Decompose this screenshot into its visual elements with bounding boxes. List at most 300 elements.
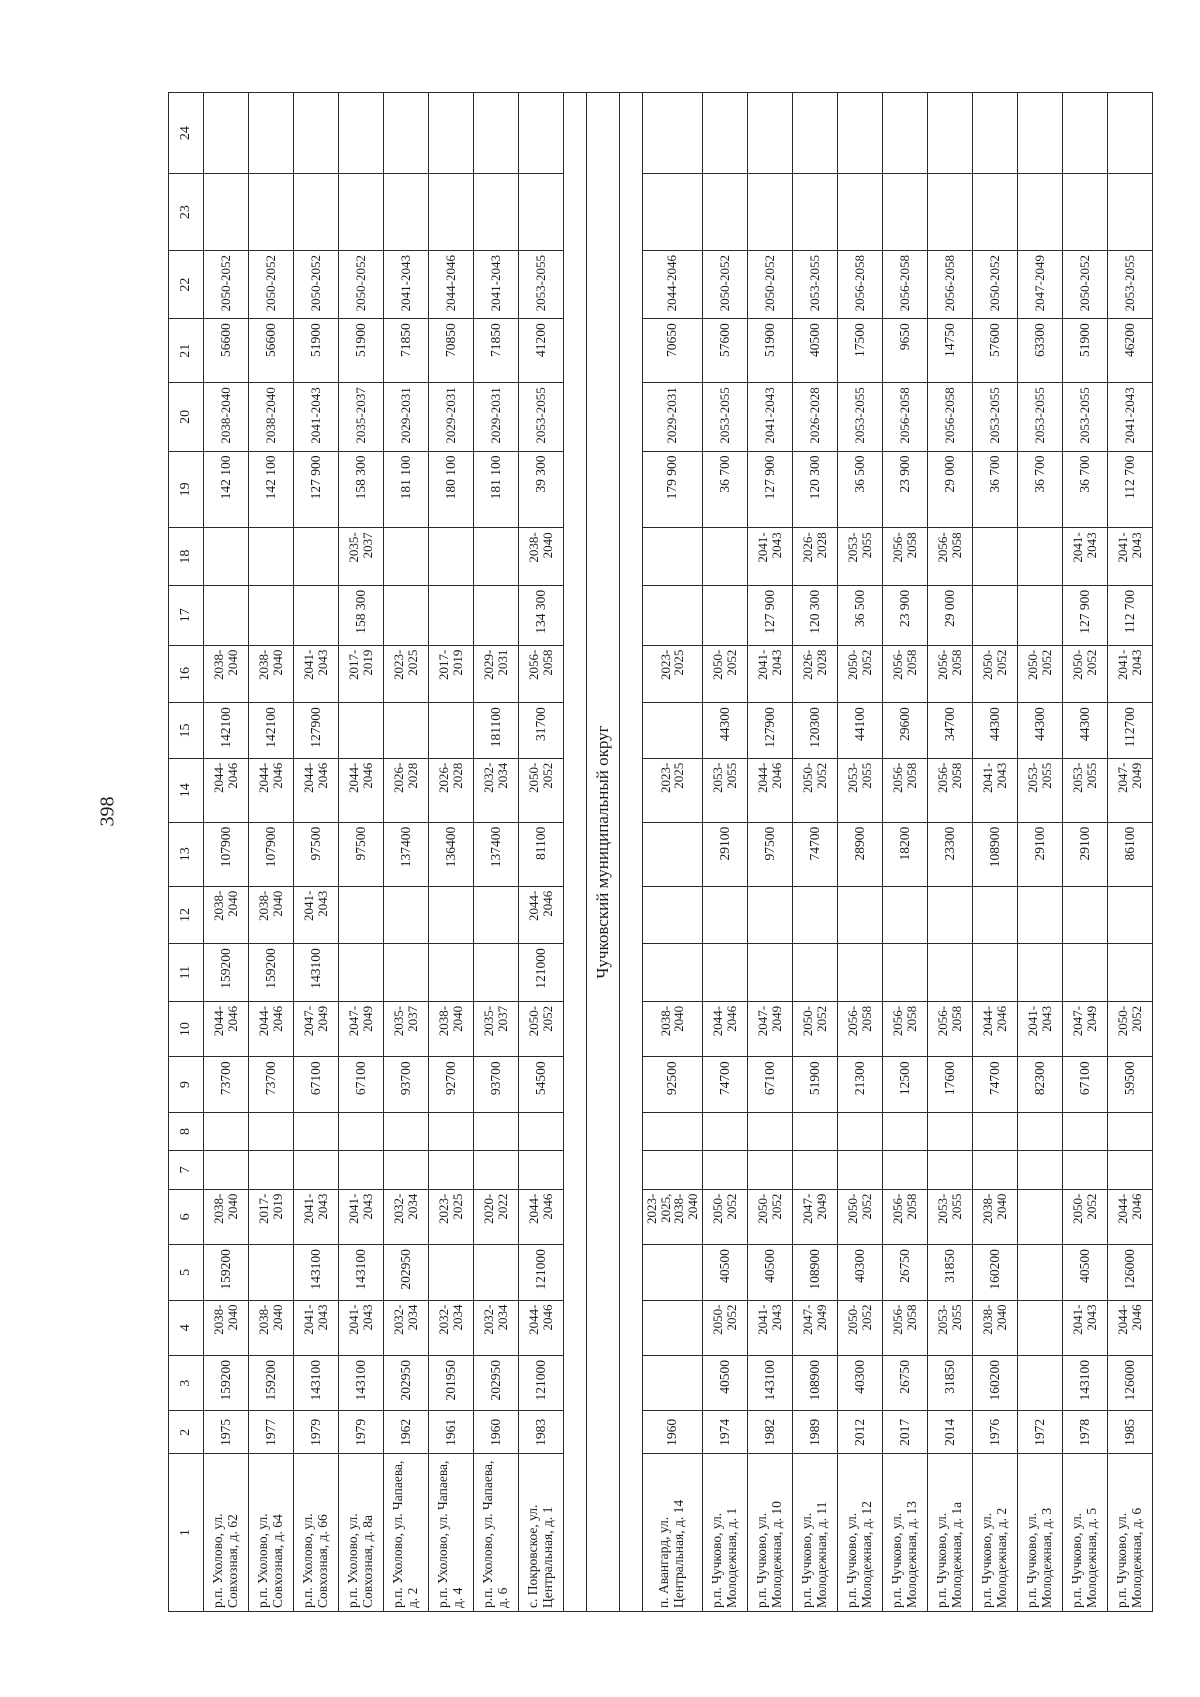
table-cell: 181 100 xyxy=(384,451,429,528)
table-cell xyxy=(837,93,882,174)
table-cell: 2056-2058 xyxy=(882,250,927,318)
table-cell xyxy=(1062,944,1107,1002)
table-cell: 36 700 xyxy=(972,451,1017,528)
table-cell: 2041-2043 xyxy=(1107,383,1152,451)
table-cell: 2050-2052 xyxy=(1062,645,1107,703)
table-cell: 2053-2055 xyxy=(702,383,747,451)
table-cell: 2041-2043 xyxy=(384,250,429,318)
table-cell xyxy=(429,528,474,586)
table-cell: 2044-2046 xyxy=(519,886,564,944)
table-cell: 26750 xyxy=(882,1245,927,1300)
table-cell: 23 900 xyxy=(882,585,927,645)
table-cell: 107900 xyxy=(249,822,294,886)
table-cell: 67100 xyxy=(339,1057,384,1112)
table-row xyxy=(249,93,294,1612)
table-cell: 2053-2055 xyxy=(837,758,882,822)
address-cell: р.п. Чучково, ул. Молодежная, д. 11 xyxy=(792,1454,837,1612)
table-cell: 2047-2049 xyxy=(747,1001,792,1056)
address-cell: р.п. Чучково, ул. Молодежная, д. 13 xyxy=(882,1454,927,1612)
table-cell: 2041-2043 xyxy=(294,1189,339,1244)
table-cell: 2041-2043 xyxy=(294,886,339,944)
table-cell: 142100 xyxy=(204,703,249,758)
table-cell: 2047-2049 xyxy=(294,1001,339,1056)
table-row xyxy=(747,93,792,1612)
column-header: 24 xyxy=(169,93,204,174)
table-cell: 179 900 xyxy=(643,451,703,528)
table-cell: 2041-2043 xyxy=(747,1300,792,1355)
table-cell: 36 500 xyxy=(837,585,882,645)
table-cell xyxy=(1017,886,1062,944)
table-cell xyxy=(429,93,474,174)
table-cell: 2050-2052 xyxy=(837,645,882,703)
table-cell xyxy=(204,1112,249,1150)
table-cell xyxy=(792,1112,837,1150)
table-cell: 2038-2040 xyxy=(429,1001,474,1056)
table-cell: 2056-2058 xyxy=(882,645,927,703)
table-cell: 143100 xyxy=(294,944,339,1002)
table-cell: 29600 xyxy=(882,703,927,758)
table-cell: 121000 xyxy=(519,1356,564,1411)
table-cell xyxy=(792,944,837,1002)
table-cell xyxy=(747,1112,792,1150)
table-cell: 18200 xyxy=(882,822,927,886)
table-cell xyxy=(519,1151,564,1189)
table-cell: 2038-2040 xyxy=(519,528,564,586)
table-cell xyxy=(204,174,249,251)
table-cell: 202950 xyxy=(384,1356,429,1411)
table-cell xyxy=(702,93,747,174)
table-cell: 86100 xyxy=(1107,822,1152,886)
address-cell: р.п. Чучково, ул. Молодежная, д. 3 xyxy=(1017,1454,1062,1612)
table-cell xyxy=(1062,1112,1107,1150)
table-cell: 73700 xyxy=(249,1057,294,1112)
table-cell xyxy=(1017,1112,1062,1150)
table-cell: 93700 xyxy=(384,1057,429,1112)
table-cell: 2023-2025, 2038-2040 xyxy=(643,1189,703,1244)
table-row xyxy=(1062,93,1107,1612)
table-cell: 23300 xyxy=(927,822,972,886)
table-cell: 51900 xyxy=(747,319,792,383)
table-cell: 2053-2055 xyxy=(837,528,882,586)
table-cell: 2044-2046 xyxy=(204,758,249,822)
table-cell: 2029-2031 xyxy=(384,383,429,451)
address-cell: с. Покровское, ул. Центральная, д. 1 xyxy=(519,1454,564,1612)
table-cell xyxy=(643,585,703,645)
table-cell: 2056-2058 xyxy=(882,1189,927,1244)
table-cell: 1979 xyxy=(294,1411,339,1454)
table-cell: 2050-2052 xyxy=(972,250,1017,318)
table-cell: 54500 xyxy=(519,1057,564,1112)
table-cell: 36 700 xyxy=(702,451,747,528)
spacer-cell xyxy=(564,93,587,1612)
table-cell xyxy=(702,886,747,944)
table-cell: 2038-2040 xyxy=(204,383,249,451)
table-cell: 56600 xyxy=(204,319,249,383)
table-cell xyxy=(384,1112,429,1150)
table-cell: 2038-2040 xyxy=(972,1300,1017,1355)
table-cell xyxy=(474,886,519,944)
table-cell xyxy=(972,528,1017,586)
table-cell: 2032-2034 xyxy=(384,1189,429,1244)
table-cell xyxy=(747,174,792,251)
address-cell: р.п. Чучково, ул. Молодежная, д. 1 xyxy=(702,1454,747,1612)
column-header: 12 xyxy=(169,886,204,944)
table-cell: 121000 xyxy=(519,944,564,1002)
table-cell xyxy=(294,93,339,174)
address-cell: р.п. Чучково, ул. Молодежная, д. 1а xyxy=(927,1454,972,1612)
column-header: 2 xyxy=(169,1411,204,1454)
table-cell: 2044-2046 xyxy=(294,758,339,822)
table-cell: 57600 xyxy=(972,319,1017,383)
table-cell: 2047-2049 xyxy=(792,1300,837,1355)
table-cell xyxy=(972,93,1017,174)
table-cell xyxy=(384,585,429,645)
table-cell xyxy=(1017,93,1062,174)
table-cell: 2041-2043 xyxy=(747,645,792,703)
table-cell xyxy=(1062,174,1107,251)
table-cell: 158 300 xyxy=(339,451,384,528)
table-cell xyxy=(294,174,339,251)
table-cell: 143100 xyxy=(1062,1356,1107,1411)
table-cell xyxy=(643,822,703,886)
table-cell xyxy=(972,1151,1017,1189)
table-cell: 108900 xyxy=(792,1245,837,1300)
table-cell: 36 500 xyxy=(837,451,882,528)
table-cell xyxy=(519,93,564,174)
section-header-group xyxy=(564,93,643,1612)
table-cell xyxy=(294,585,339,645)
table-cell xyxy=(474,585,519,645)
table-cell: 2050-2052 xyxy=(204,250,249,318)
table-body-ukholovo xyxy=(204,93,564,1612)
table-cell: 158 300 xyxy=(339,585,384,645)
table-cell: 2056-2058 xyxy=(927,645,972,703)
table-cell: 51900 xyxy=(792,1057,837,1112)
table-cell: 143100 xyxy=(747,1356,792,1411)
table-cell: 44300 xyxy=(702,703,747,758)
table-cell: 71850 xyxy=(384,319,429,383)
table-cell xyxy=(792,174,837,251)
table-cell: 2050-2052 xyxy=(249,250,294,318)
table-cell: 40500 xyxy=(792,319,837,383)
table-cell: 2044-2046 xyxy=(747,758,792,822)
table-cell: 12500 xyxy=(882,1057,927,1112)
table-cell xyxy=(474,1151,519,1189)
table-cell: 29 000 xyxy=(927,585,972,645)
table-cell xyxy=(927,886,972,944)
table-cell: 2023-2025 xyxy=(384,645,429,703)
table-cell: 2023-2025 xyxy=(429,1189,474,1244)
table-cell: 14750 xyxy=(927,319,972,383)
table-cell: 2053-2055 xyxy=(1062,383,1107,451)
table-cell: 44300 xyxy=(1062,703,1107,758)
table-body-chuchkovo xyxy=(643,93,1153,1612)
table-cell: 112 700 xyxy=(1107,451,1152,528)
table-cell: 2038-2040 xyxy=(249,383,294,451)
column-header: 1 xyxy=(169,1454,204,1612)
table-cell xyxy=(249,1151,294,1189)
table-cell: 2038-2040 xyxy=(204,886,249,944)
table-cell xyxy=(249,1112,294,1150)
table-cell: 2050-2052 xyxy=(702,1189,747,1244)
table-cell xyxy=(837,1112,882,1150)
table-cell: 2026-2028 xyxy=(429,758,474,822)
table-cell: 127900 xyxy=(747,703,792,758)
table-cell xyxy=(1062,1151,1107,1189)
table-cell: 59500 xyxy=(1107,1057,1152,1112)
table-cell: 2056-2058 xyxy=(837,1001,882,1056)
table-cell: 1982 xyxy=(747,1411,792,1454)
table-cell: 2029-2031 xyxy=(474,645,519,703)
table-cell: 160200 xyxy=(972,1245,1017,1300)
table-cell xyxy=(474,174,519,251)
table-cell: 202950 xyxy=(474,1356,519,1411)
table-cell: 51900 xyxy=(339,319,384,383)
address-cell: р.п. Ухолово, ул. Совхозная, д. 64 xyxy=(249,1454,294,1612)
table-cell: 2053-2055 xyxy=(792,250,837,318)
table-cell xyxy=(747,944,792,1002)
column-header: 13 xyxy=(169,822,204,886)
table-cell: 2050-2052 xyxy=(1017,645,1062,703)
table-cell xyxy=(339,93,384,174)
table-cell: 201950 xyxy=(429,1356,474,1411)
table-cell: 40300 xyxy=(837,1245,882,1300)
table-cell: 2038-2040 xyxy=(204,1189,249,1244)
table-cell: 2014 xyxy=(927,1411,972,1454)
table-cell: 92700 xyxy=(429,1057,474,1112)
table-cell xyxy=(792,1151,837,1189)
table-cell: 17500 xyxy=(837,319,882,383)
section-row xyxy=(587,93,620,1612)
table-cell: 2047-2049 xyxy=(1017,250,1062,318)
column-header: 16 xyxy=(169,645,204,703)
column-header: 23 xyxy=(169,174,204,251)
table-cell xyxy=(474,1112,519,1150)
table-cell: 93700 xyxy=(474,1057,519,1112)
table-cell xyxy=(339,886,384,944)
table-cell: 40500 xyxy=(1062,1245,1107,1300)
table-cell: 17600 xyxy=(927,1057,972,1112)
table-cell xyxy=(643,1245,703,1300)
table-cell: 2053-2055 xyxy=(837,383,882,451)
address-cell: р.п. Ухолово, ул. Чапаева, д. 2 xyxy=(384,1454,429,1612)
table-cell xyxy=(429,1112,474,1150)
table-cell: 26750 xyxy=(882,1356,927,1411)
table-cell: 46200 xyxy=(1107,319,1152,383)
table-cell: 2041-2043 xyxy=(294,645,339,703)
table-cell xyxy=(519,174,564,251)
table-cell xyxy=(1017,174,1062,251)
table-cell: 180 100 xyxy=(429,451,474,528)
address-cell: п. Авангард, ул. Центральная, д. 14 xyxy=(643,1454,703,1612)
address-cell: р.п. Чучково, ул. Молодежная, д. 10 xyxy=(747,1454,792,1612)
address-cell: р.п. Чучково, ул. Молодежная, д. 12 xyxy=(837,1454,882,1612)
table-cell xyxy=(837,944,882,1002)
table-cell xyxy=(927,944,972,1002)
table-cell: 2053-2055 xyxy=(519,250,564,318)
table-cell xyxy=(643,528,703,586)
table-cell xyxy=(837,174,882,251)
column-header: 9 xyxy=(169,1057,204,1112)
table-cell: 108900 xyxy=(792,1356,837,1411)
table-cell: 29 000 xyxy=(927,451,972,528)
table-cell: 74700 xyxy=(972,1057,1017,1112)
table-cell xyxy=(384,944,429,1002)
table-cell xyxy=(643,1356,703,1411)
table-cell: 2041-2043 xyxy=(339,1300,384,1355)
table-cell: 31850 xyxy=(927,1356,972,1411)
table-cell: 142 100 xyxy=(249,451,294,528)
table-cell: 121000 xyxy=(519,1245,564,1300)
table-cell: 2044-2046 xyxy=(972,1001,1017,1056)
header-row xyxy=(169,93,204,1612)
address-cell: р.п. Ухолово, ул. Чапаева, д. 4 xyxy=(429,1454,474,1612)
table-cell: 2050-2052 xyxy=(837,1300,882,1355)
table-cell: 2053-2055 xyxy=(1017,758,1062,822)
table-cell: 74700 xyxy=(792,822,837,886)
table-cell xyxy=(1017,1151,1062,1189)
address-cell: р.п. Ухолово, ул. Совхозная, д. 62 xyxy=(204,1454,249,1612)
table-cell: 44300 xyxy=(1017,703,1062,758)
table-cell: 63300 xyxy=(1017,319,1062,383)
table-cell xyxy=(519,1112,564,1150)
table-cell: 126000 xyxy=(1107,1356,1152,1411)
column-header: 20 xyxy=(169,383,204,451)
table-cell: 2050-2052 xyxy=(702,645,747,703)
table-cell: 2050-2052 xyxy=(519,758,564,822)
table-cell: 31700 xyxy=(519,703,564,758)
table-cell: 2023-2025 xyxy=(643,758,703,822)
table-row xyxy=(837,93,882,1612)
column-header: 6 xyxy=(169,1189,204,1244)
column-header: 17 xyxy=(169,585,204,645)
table-cell: 1989 xyxy=(792,1411,837,1454)
table-cell: 2035-2037 xyxy=(474,1001,519,1056)
table-cell xyxy=(643,174,703,251)
table-cell: 2050-2052 xyxy=(1062,250,1107,318)
table-cell: 56600 xyxy=(249,319,294,383)
table-cell xyxy=(429,174,474,251)
table-row xyxy=(1107,93,1152,1612)
table-cell xyxy=(339,944,384,1002)
table-cell: 2053-2055 xyxy=(702,758,747,822)
table-cell: 2050-2052 xyxy=(294,250,339,318)
table-cell: 2041-2043 xyxy=(1062,1300,1107,1355)
table-cell: 2056-2058 xyxy=(927,250,972,318)
table-cell: 2041-2043 xyxy=(1062,528,1107,586)
table-cell xyxy=(643,1300,703,1355)
table-cell: 34700 xyxy=(927,703,972,758)
table-cell xyxy=(643,703,703,758)
table-cell: 1983 xyxy=(519,1411,564,1454)
table-row xyxy=(927,93,972,1612)
table-cell: 2050-2052 xyxy=(339,250,384,318)
table-cell: 127 900 xyxy=(294,451,339,528)
table-cell: 136400 xyxy=(429,822,474,886)
table-cell: 29100 xyxy=(1017,822,1062,886)
table-cell xyxy=(429,886,474,944)
table-cell xyxy=(1107,93,1152,174)
table-cell: 2038-2040 xyxy=(249,886,294,944)
table-cell: 2056-2058 xyxy=(882,758,927,822)
table-cell: 2053-2055 xyxy=(1017,383,1062,451)
table-cell: 159200 xyxy=(204,944,249,1002)
address-cell: р.п. Ухолово, ул. Совхозная, д. 66 xyxy=(294,1454,339,1612)
table-row xyxy=(702,93,747,1612)
table-cell: 29100 xyxy=(702,822,747,886)
table-cell: 2044-2046 xyxy=(249,1001,294,1056)
table-cell: 2017-2019 xyxy=(249,1189,294,1244)
table-cell: 51900 xyxy=(294,319,339,383)
table-cell: 2032-2034 xyxy=(474,758,519,822)
column-header: 21 xyxy=(169,319,204,383)
table-cell xyxy=(384,703,429,758)
table-cell: 2053-2055 xyxy=(972,383,1017,451)
table-cell: 2044-2046 xyxy=(519,1300,564,1355)
table-cell: 1961 xyxy=(429,1411,474,1454)
table-cell: 2056-2058 xyxy=(927,383,972,451)
table-cell: 160200 xyxy=(972,1356,1017,1411)
table-cell: 2044-2046 xyxy=(519,1189,564,1244)
table-cell: 1978 xyxy=(1062,1411,1107,1454)
table-cell xyxy=(1017,1189,1062,1244)
table-cell: 2035-2037 xyxy=(339,383,384,451)
rotated-table-wrapper xyxy=(168,92,1144,1612)
table-cell xyxy=(792,886,837,944)
table-cell xyxy=(882,93,927,174)
table-cell: 70850 xyxy=(429,319,474,383)
table-cell xyxy=(702,585,747,645)
table-cell: 2029-2031 xyxy=(643,383,703,451)
table-cell xyxy=(474,944,519,1002)
table-row xyxy=(882,93,927,1612)
table-cell: 127 900 xyxy=(747,451,792,528)
table-cell: 2029-2031 xyxy=(429,383,474,451)
table-cell: 2038-2040 xyxy=(204,1300,249,1355)
table-cell: 108900 xyxy=(972,822,1017,886)
table-cell xyxy=(702,528,747,586)
table-cell xyxy=(249,1245,294,1300)
table-cell: 9650 xyxy=(882,319,927,383)
table-cell xyxy=(837,1151,882,1189)
table-cell: 2050-2052 xyxy=(1062,1189,1107,1244)
spacer-row xyxy=(620,93,643,1612)
column-header: 22 xyxy=(169,250,204,318)
table-cell xyxy=(972,1112,1017,1150)
register-table xyxy=(168,92,1153,1612)
table-cell xyxy=(882,944,927,1002)
table-cell: 2038-2040 xyxy=(249,645,294,703)
address-cell: р.п. Чучково, ул. Молодежная, д. 5 xyxy=(1062,1454,1107,1612)
table-cell: 159200 xyxy=(204,1245,249,1300)
table-cell: 74700 xyxy=(702,1057,747,1112)
table-cell: 112700 xyxy=(1107,703,1152,758)
table-cell xyxy=(384,886,429,944)
table-cell: 1985 xyxy=(1107,1411,1152,1454)
table-cell: 67100 xyxy=(1062,1057,1107,1112)
table-cell: 2017-2019 xyxy=(429,645,474,703)
table-cell xyxy=(882,886,927,944)
column-header: 5 xyxy=(169,1245,204,1300)
table-cell: 127 900 xyxy=(1062,585,1107,645)
table-cell xyxy=(1062,886,1107,944)
table-cell: 2020-2022 xyxy=(474,1189,519,1244)
table-cell: 2050-2052 xyxy=(837,1189,882,1244)
table-cell xyxy=(927,1112,972,1150)
table-cell: 2041-2043 xyxy=(339,1189,384,1244)
table-cell: 1977 xyxy=(249,1411,294,1454)
table-cell: 36 700 xyxy=(1062,451,1107,528)
